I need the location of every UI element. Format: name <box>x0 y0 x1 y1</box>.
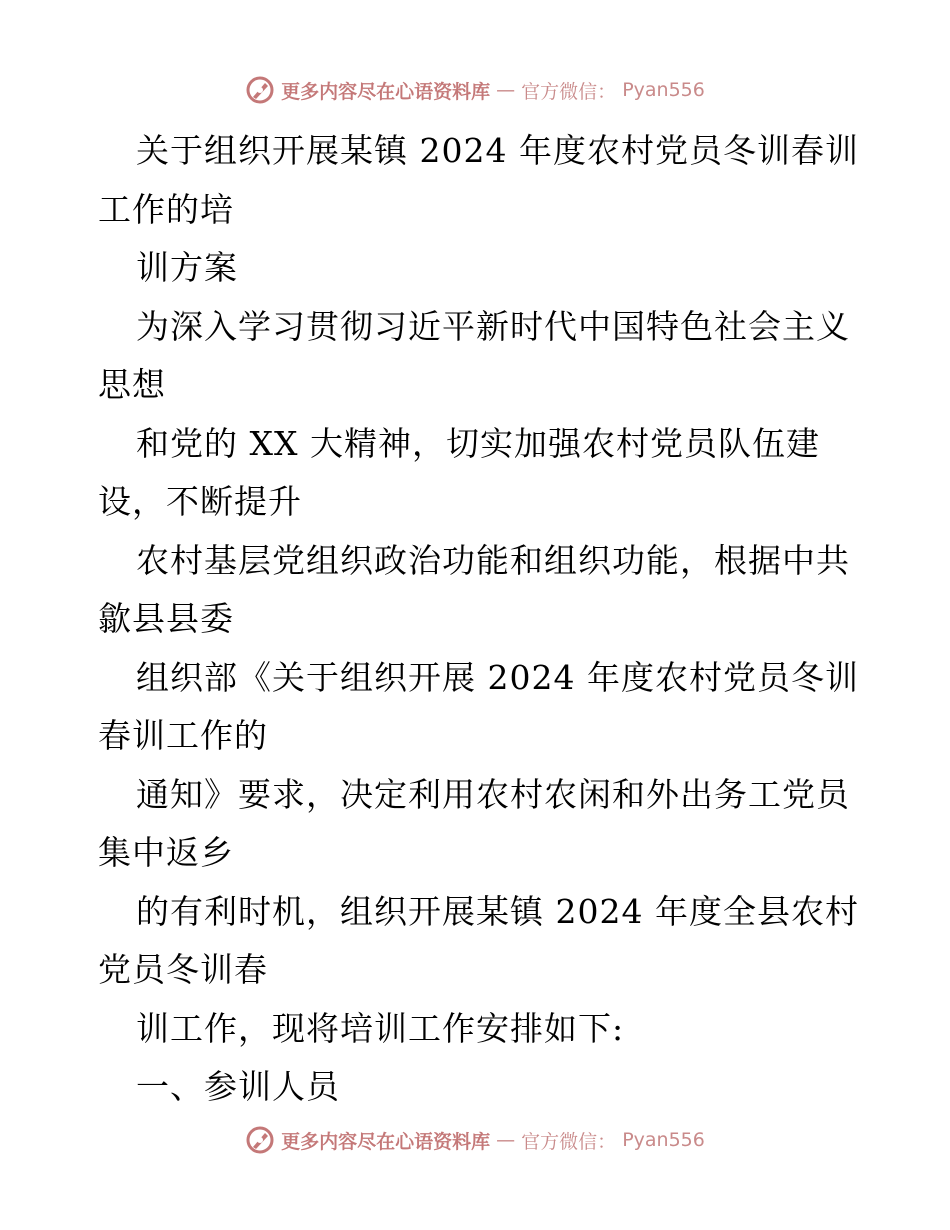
watermark-label: 官方微信： <box>521 80 617 103</box>
text-line: 党员冬训春 <box>98 950 268 989</box>
text-line: 训工作，现将培训工作安排如下: <box>136 1008 625 1048</box>
pen-logo-icon <box>245 75 275 105</box>
text-line: 农村基层党组织政治功能和组织功能，根据中共 <box>136 540 850 580</box>
text-line: 工作的培 <box>98 189 234 229</box>
text-line: 集中返乡 <box>98 833 234 872</box>
pen-logo-icon <box>245 1125 275 1155</box>
watermark-id: Pyan556 <box>622 1129 705 1151</box>
text-line: 思想 <box>98 365 166 404</box>
watermark-label: 官方微信： <box>521 1130 617 1153</box>
text-line: 设，不断提升 <box>98 482 302 521</box>
text-line: 组织部《关于组织开展 2024 年度农村党员冬训 <box>136 657 859 697</box>
text-line: 春训工作的 <box>98 716 268 755</box>
header-watermark <box>0 72 950 108</box>
text-line: 和党的 XX 大精神，切实加强农村党员队伍建 <box>136 423 820 463</box>
watermark-separator: — <box>496 79 516 101</box>
text-line: 的有利时机，组织开展某镇 2024 年度全县农村 <box>136 891 859 931</box>
text-line: 一、参训人员 <box>136 1067 340 1106</box>
watermark-main-text: 更多内容尽在心语资料库 <box>281 1130 491 1153</box>
footer-watermark <box>0 1122 950 1158</box>
text-line: 关于组织开展某镇 2024 年度农村党员冬训春训 <box>136 131 859 170</box>
text-line: 训方案 <box>136 248 238 287</box>
document-body <box>98 122 858 1117</box>
watermark-main-text: 更多内容尽在心语资料库 <box>281 80 491 103</box>
text-line: 通知》要求，决定利用农村农闲和外出务工党员 <box>136 774 850 814</box>
text-line: 为深入学习贯彻习近平新时代中国特色社会主义 <box>136 306 850 346</box>
watermark-id: Pyan556 <box>622 79 705 101</box>
watermark-separator: — <box>496 1129 516 1151</box>
text-line: 歙县县委 <box>98 599 234 638</box>
